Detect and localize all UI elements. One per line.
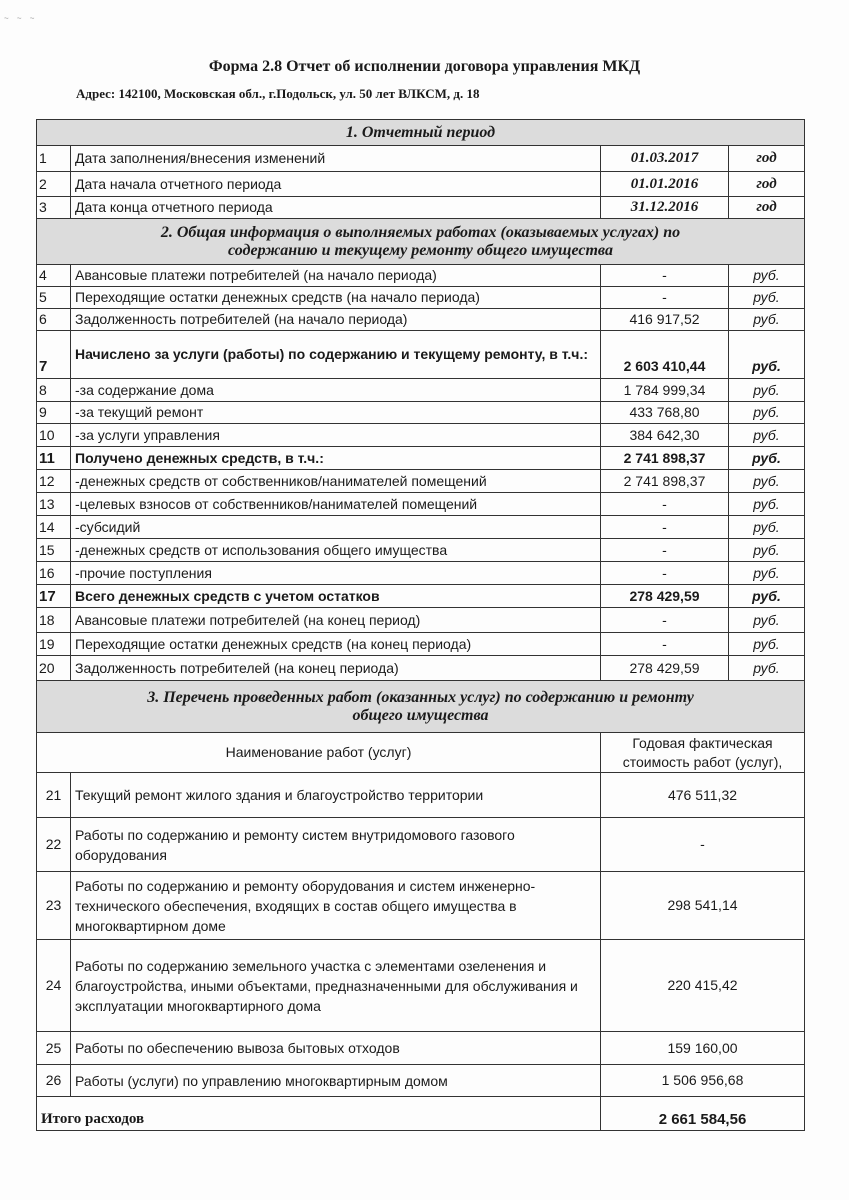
- row-number: 15: [37, 539, 71, 562]
- row-unit: руб.: [729, 309, 805, 331]
- form-title: Форма 2.8 Отчет об исполнении договора управления МКД: [208, 58, 641, 75]
- row-label: Работы по обеспечению вывоза бытовых отходов: [71, 1032, 601, 1065]
- row-label: -за услуги управления: [71, 424, 601, 447]
- row-number: 5: [37, 287, 71, 309]
- row-unit: руб.: [729, 633, 805, 656]
- row-unit: руб.: [729, 585, 805, 608]
- row-number: 10: [37, 424, 71, 447]
- row-label: -за текущий ремонт: [71, 402, 601, 424]
- table-row: [37, 287, 805, 309]
- row-unit: руб.: [729, 424, 805, 447]
- row-number: 23: [37, 872, 71, 940]
- table-row: [37, 940, 805, 1032]
- row-unit: год: [729, 197, 805, 219]
- row-value: 159 160,00: [601, 1032, 805, 1065]
- table-row: [37, 309, 805, 331]
- row-unit: руб.: [729, 539, 805, 562]
- row-number: 18: [37, 608, 71, 633]
- row-value: -: [601, 493, 729, 516]
- row-number: 25: [37, 1032, 71, 1065]
- table-row: [37, 470, 805, 493]
- row-number: 13: [37, 493, 71, 516]
- row-label: -денежных средств от собственников/нанимателей помещений: [71, 470, 601, 493]
- table-row: [37, 402, 805, 424]
- row-label: Переходящие остатки денежных средств (на конец периода): [71, 633, 601, 656]
- row-label: Начислено за услуги (работы) по содержанию и текущему ремонту, в т.ч.:: [71, 331, 601, 379]
- table-row: [37, 773, 805, 818]
- section-3-title-line1: 3. Перечень проведенных работ (оказанных услуг) по содержанию и ремонту: [147, 688, 694, 706]
- table-row: [37, 656, 805, 681]
- section-3-title-line2: общего имущества: [352, 706, 489, 724]
- row-value: 298 541,14: [601, 872, 805, 940]
- row-value: 01.01.2016: [601, 172, 729, 197]
- row-unit: руб.: [729, 402, 805, 424]
- column-header-name: Наименование работ (услуг): [37, 733, 601, 773]
- section-3-column-headers: [37, 733, 805, 773]
- table-row: [37, 818, 805, 872]
- row-value: -: [601, 562, 729, 585]
- row-number: 1: [37, 146, 71, 172]
- row-label: Переходящие остатки денежных средств (на начало периода): [71, 287, 601, 309]
- address-line: Адрес: 142100, Московская обл., г.Подольск, ул. 50 лет ВЛКСМ, д. 18: [76, 86, 480, 101]
- row-number: 7: [37, 331, 71, 379]
- table-row: [37, 265, 805, 287]
- row-label: -за содержание дома: [71, 379, 601, 402]
- row-number: 22: [37, 818, 71, 872]
- row-unit: руб.: [729, 331, 805, 379]
- section-2-title-line2: содержанию и текущему ремонту общего имущества: [228, 241, 613, 259]
- section-2-title-line1: 2. Общая информация о выполняемых работах (оказываемых услугах) по: [160, 223, 681, 241]
- row-value: 2 603 410,44: [601, 331, 729, 379]
- row-unit: руб.: [729, 608, 805, 633]
- row-value: -: [601, 516, 729, 539]
- row-number: 26: [37, 1065, 71, 1097]
- row-unit: руб.: [729, 493, 805, 516]
- table-row: [37, 331, 805, 379]
- row-value: 1 784 999,34: [601, 379, 729, 402]
- row-value: -: [601, 539, 729, 562]
- row-unit: руб.: [729, 656, 805, 681]
- section-3-title: [37, 681, 805, 733]
- row-label: Задолженность потребителей (на начало периода): [71, 309, 601, 331]
- total-row: [37, 1097, 805, 1131]
- row-unit: год: [729, 146, 805, 172]
- table-row: [37, 447, 805, 470]
- row-label: -субсидий: [71, 516, 601, 539]
- row-number: 6: [37, 309, 71, 331]
- section-2-header: [37, 219, 805, 265]
- row-number: 9: [37, 402, 71, 424]
- section-2-title: [37, 219, 805, 265]
- row-label: Авансовые платежи потребителей (на конец период): [71, 608, 601, 633]
- row-value: 433 768,80: [601, 402, 729, 424]
- row-number: 24: [37, 940, 71, 1032]
- table-row: [37, 172, 805, 197]
- table-row: [37, 146, 805, 172]
- row-label: Работы (услуги) по управлению многоквартирным домом: [71, 1065, 601, 1097]
- row-label: Дата конца отчетного периода: [71, 197, 601, 219]
- row-value: -: [601, 265, 729, 287]
- row-label: Работы по содержанию и ремонту систем внутридомового газового оборудования: [71, 818, 601, 872]
- row-label: -денежных средств от использования общего имущества: [71, 539, 601, 562]
- row-label: Дата начала отчетного периода: [71, 172, 601, 197]
- row-value: -: [601, 608, 729, 633]
- table-row: [37, 197, 805, 219]
- row-value: 384 642,30: [601, 424, 729, 447]
- row-value: 2 741 898,37: [601, 447, 729, 470]
- scan-mark: ~ ~ ~: [4, 14, 38, 23]
- row-label: Задолженность потребителей (на конец периода): [71, 656, 601, 681]
- row-label: Текущий ремонт жилого здания и благоустройство территории: [71, 773, 601, 818]
- row-value: 278 429,59: [601, 656, 729, 681]
- row-number: 21: [37, 773, 71, 818]
- row-label: Работы по содержанию и ремонту оборудования и систем инженерно-технического обеспечения, входящих в состав общего имущества в многоквартирном доме: [71, 872, 601, 940]
- table-row: [37, 539, 805, 562]
- row-number: 17: [37, 585, 71, 608]
- row-label: -целевых взносов от собственников/нанимателей помещений: [71, 493, 601, 516]
- report-table: [36, 119, 805, 1131]
- row-value: -: [601, 633, 729, 656]
- row-value: -: [601, 287, 729, 309]
- row-number: 12: [37, 470, 71, 493]
- row-value: 278 429,59: [601, 585, 729, 608]
- row-label: Авансовые платежи потребителей (на начало периода): [71, 265, 601, 287]
- row-unit: руб.: [729, 447, 805, 470]
- row-value: 1 506 956,68: [601, 1065, 805, 1097]
- row-unit: руб.: [729, 516, 805, 539]
- total-value: 2 661 584,56: [601, 1097, 805, 1131]
- section-1-title: 1. Отчетный период: [37, 120, 805, 146]
- row-number: 16: [37, 562, 71, 585]
- row-label: Дата заполнения/внесения изменений: [71, 146, 601, 172]
- row-value: -: [601, 818, 805, 872]
- row-unit: руб.: [729, 287, 805, 309]
- row-number: 2: [37, 172, 71, 197]
- table-row: [37, 424, 805, 447]
- row-unit: руб.: [729, 379, 805, 402]
- table-row: [37, 562, 805, 585]
- row-label: Получено денежных средств, в т.ч.:: [71, 447, 601, 470]
- table-row: [37, 608, 805, 633]
- column-header-cost: Годовая фактическая стоимость работ (услуг),: [601, 733, 805, 773]
- row-number: 4: [37, 265, 71, 287]
- section-3-header: [37, 681, 805, 733]
- row-number: 14: [37, 516, 71, 539]
- table-row: [37, 633, 805, 656]
- total-label: Итого расходов: [37, 1097, 601, 1131]
- table-row: [37, 493, 805, 516]
- row-value: 31.12.2016: [601, 197, 729, 219]
- row-number: 8: [37, 379, 71, 402]
- row-number: 11: [37, 447, 71, 470]
- table-row: [37, 585, 805, 608]
- row-unit: руб.: [729, 562, 805, 585]
- table-row: [37, 872, 805, 940]
- table-row: [37, 516, 805, 539]
- row-unit: руб.: [729, 265, 805, 287]
- table-row: [37, 1065, 805, 1097]
- row-value: 416 917,52: [601, 309, 729, 331]
- section-1-header: [37, 120, 805, 146]
- row-label: Всего денежных средств с учетом остатков: [71, 585, 601, 608]
- table-row: [37, 379, 805, 402]
- row-value: 220 415,42: [601, 940, 805, 1032]
- row-number: 20: [37, 656, 71, 681]
- row-unit: руб.: [729, 470, 805, 493]
- row-number: 19: [37, 633, 71, 656]
- row-value: 01.03.2017: [601, 146, 729, 172]
- row-number: 3: [37, 197, 71, 219]
- row-value: 2 741 898,37: [601, 470, 729, 493]
- row-unit: год: [729, 172, 805, 197]
- row-label: Работы по содержанию земельного участка с элементами озеленения и благоустройства, иными объектами, предназначенными для обслуживания и эксплуатации многоквартирного дома: [71, 940, 601, 1032]
- row-label: -прочие поступления: [71, 562, 601, 585]
- table-row: [37, 1032, 805, 1065]
- row-value: 476 511,32: [601, 773, 805, 818]
